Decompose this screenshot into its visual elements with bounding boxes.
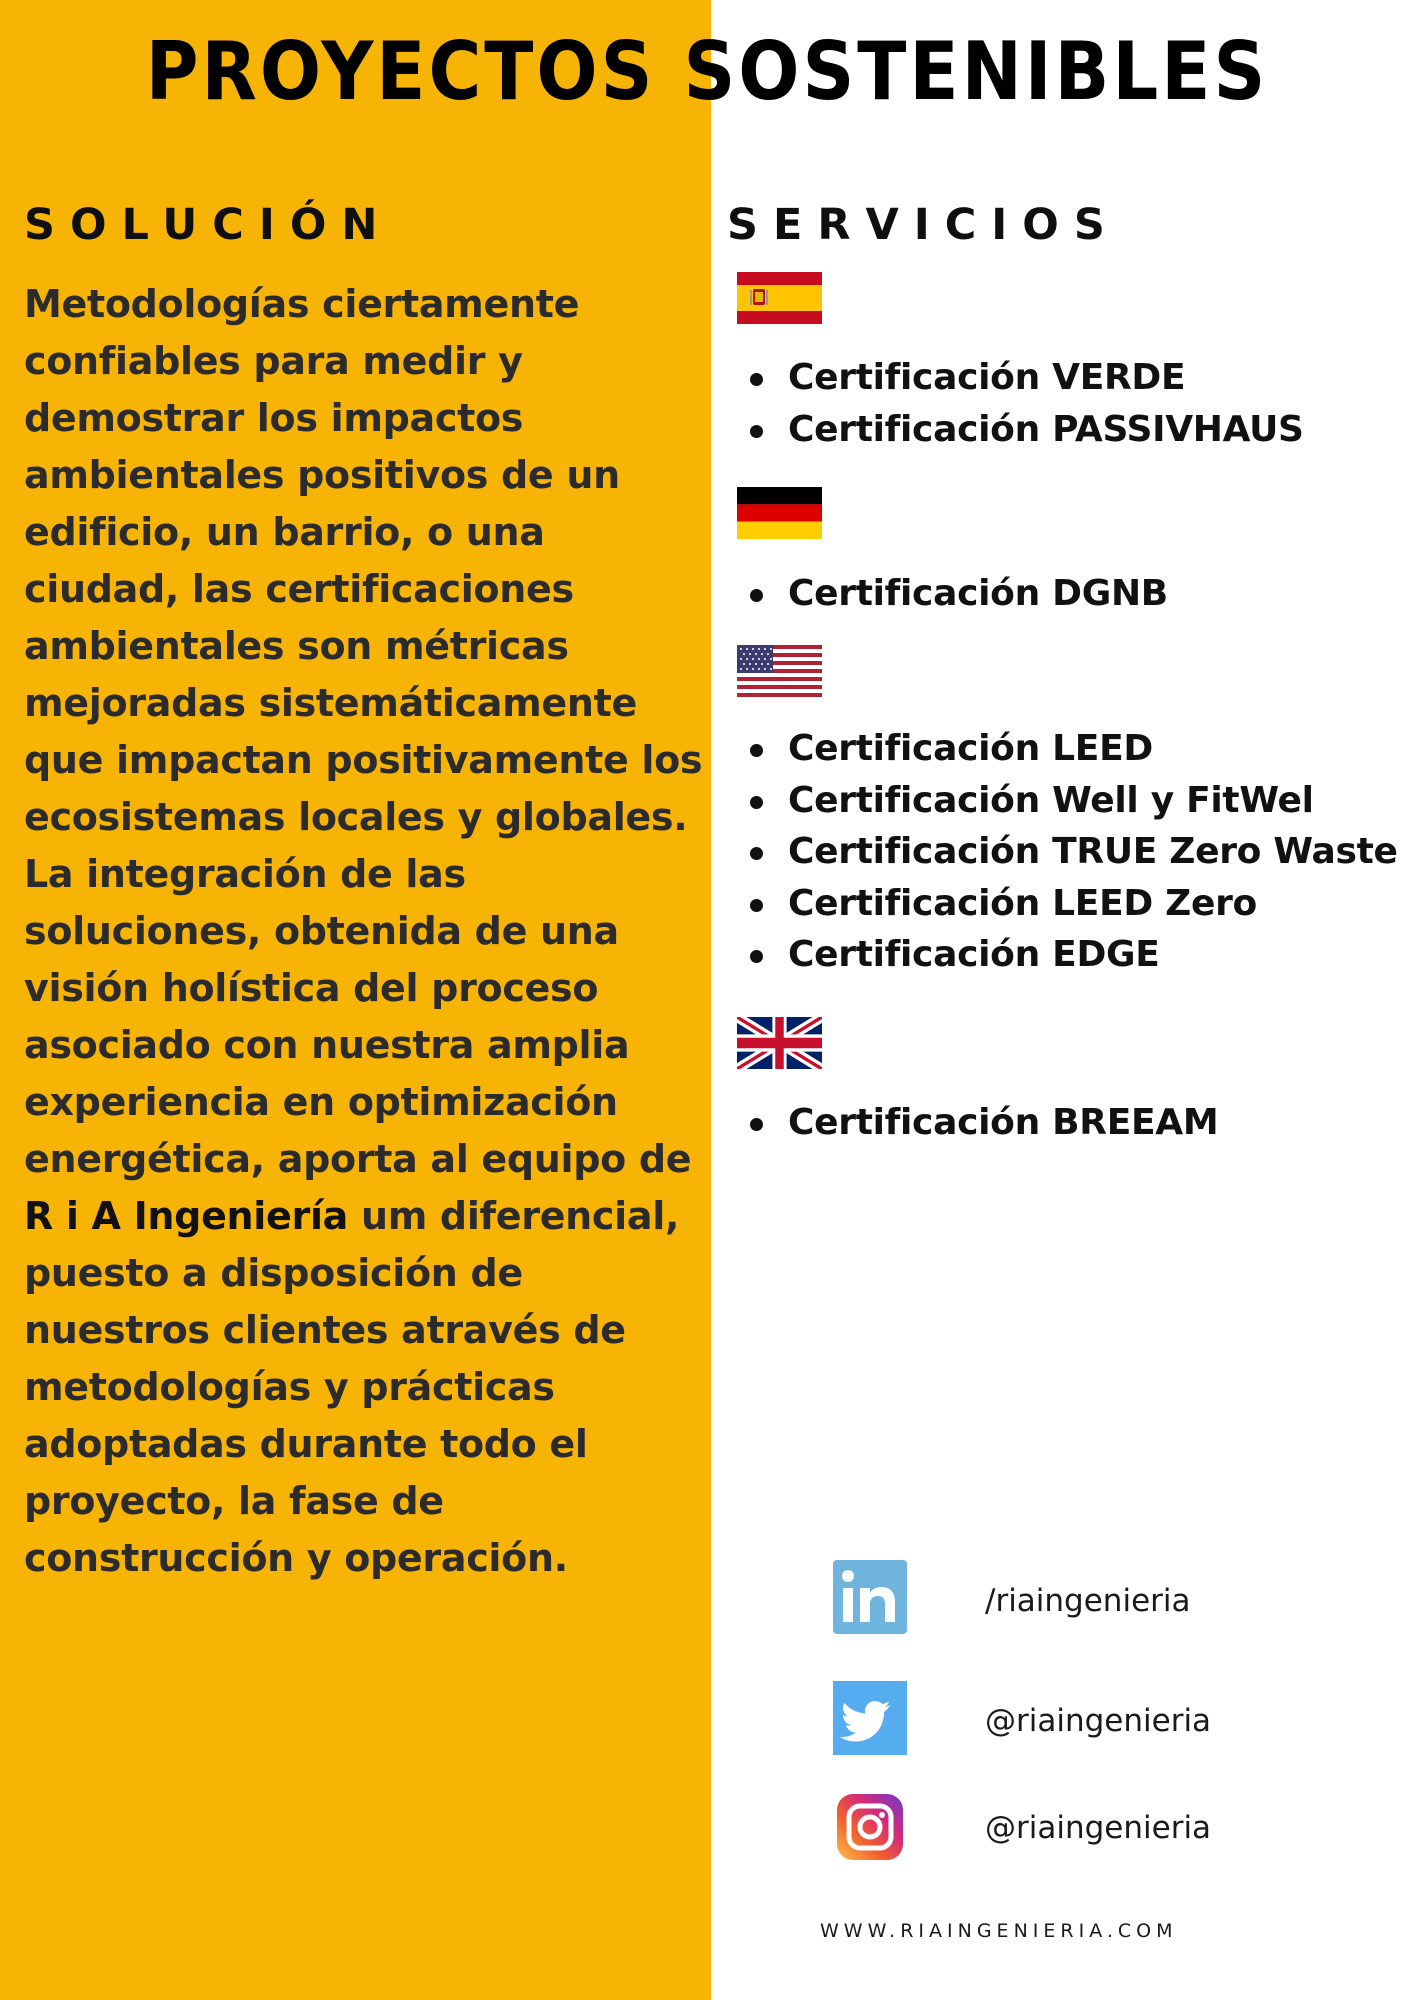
germany-certification-list — [748, 568, 1168, 620]
servicios-heading: SERVICIOS — [727, 200, 1120, 250]
solucion-text-after: um diferencial, puesto a disposición de nuestros clientes através de metodologías y prácticas adoptadas durante todo el proyecto, la fase de construcción y operación. — [24, 1194, 680, 1580]
list-item: Certificación Well y FitWel — [748, 775, 1398, 827]
spain-flag-icon — [737, 272, 822, 324]
list-item: Certificación LEED — [748, 723, 1398, 775]
list-item: Certificación VERDE — [748, 352, 1304, 404]
list-item: Certificación TRUE Zero Waste — [748, 826, 1398, 878]
linkedin-handle[interactable]: /riaingenieria — [985, 1583, 1191, 1619]
page-title: PROYECTOS SOSTENIBLES — [145, 25, 1269, 118]
instagram-handle[interactable]: @riaingenieria — [985, 1810, 1212, 1846]
solucion-text-before: Metodologías ciertamente confiables para medir y demostrar los impactos ambientales positivos de un edificio, un barrio, o una ciudad, las certificaciones ambientales son métricas mejoradas sistemáticamente que impactan positivamente los ecosistemas locales y globales. La integración de las soluciones, obtenida de una visión holística del proceso asociado con nuestra amplia experiencia en optimización energética, aporta al equipo de — [24, 282, 703, 1181]
solucion-heading: SOLUCIÓN — [24, 200, 393, 250]
brand-name: R i A Ingeniería — [24, 1194, 349, 1238]
uk-certification-list — [748, 1097, 1218, 1149]
website-link[interactable]: WWW.RIAINGENIERIA.COM — [820, 1920, 1178, 1942]
linkedin-icon[interactable] — [833, 1560, 907, 1634]
twitter-icon[interactable] — [833, 1681, 907, 1755]
instagram-icon[interactable] — [833, 1790, 907, 1864]
list-item: Certificación PASSIVHAUS — [748, 404, 1304, 456]
list-item: Certificación BREEAM — [748, 1097, 1218, 1149]
list-item: Certificación EDGE — [748, 929, 1398, 981]
usa-flag-icon — [737, 645, 822, 697]
uk-flag-icon — [737, 1017, 822, 1069]
list-item: Certificación LEED Zero — [748, 878, 1398, 930]
list-item: Certificación DGNB — [748, 568, 1168, 620]
usa-certification-list — [748, 723, 1398, 981]
spain-certification-list — [748, 352, 1304, 455]
solucion-paragraph — [24, 276, 704, 1587]
twitter-handle[interactable]: @riaingenieria — [985, 1703, 1212, 1739]
germany-flag-icon — [737, 487, 822, 539]
